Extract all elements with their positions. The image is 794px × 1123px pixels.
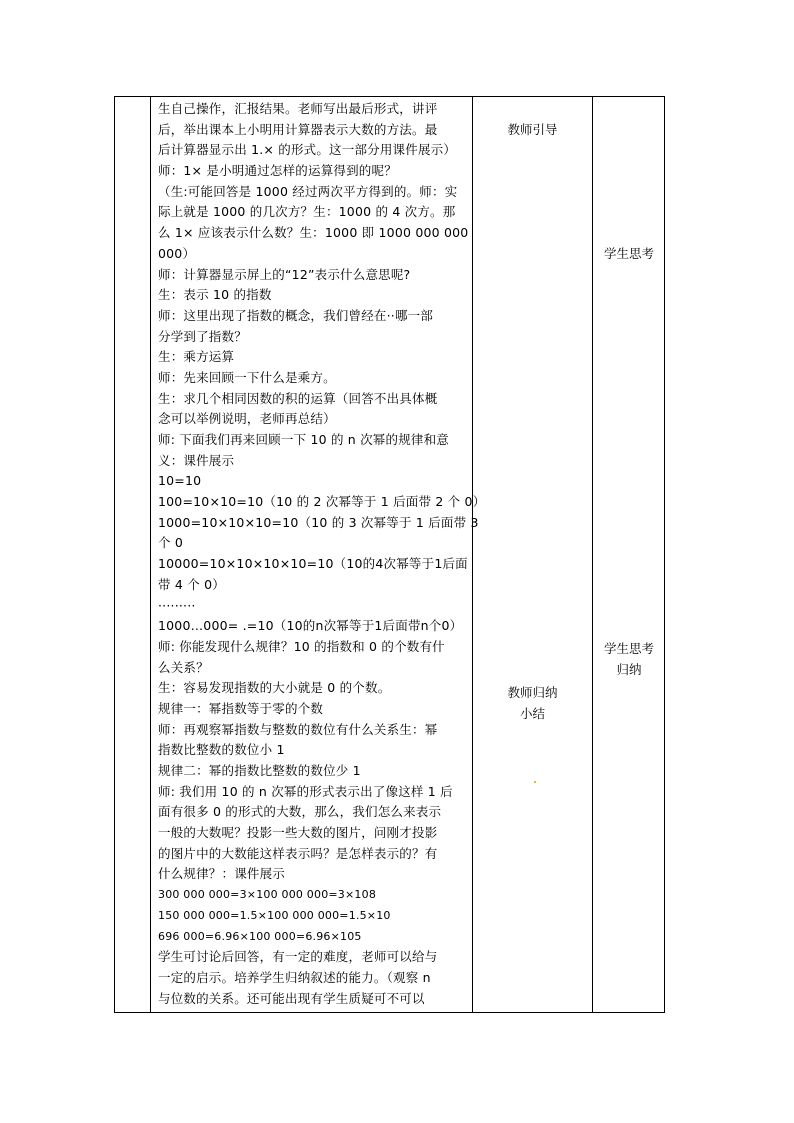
content-line: 什么规律？：课件展示 [158, 866, 286, 882]
content-line: 个 0 [158, 535, 184, 551]
teacher-guide-note: 教师引导 [507, 122, 558, 137]
content-line: 分学到了指数？ [158, 328, 247, 344]
content-line: 696 000=6.96×100 000=6.96×105 [158, 929, 362, 943]
content-line: 义：课件展示 [158, 452, 235, 468]
content-line: 生：表示 10 的指数 [158, 287, 272, 303]
content-line: 生：乘方运算 [158, 349, 235, 365]
content-line: 面有很多 0 的形式的大数，那么，我们怎么来表示 [158, 804, 442, 820]
content-line: 的图片中的大数能这样表示吗？是怎样表示的？有 [158, 845, 438, 861]
student-think-note: 学生思考 [603, 246, 654, 261]
content-line: 150 000 000=1.5×100 000 000=1.5×10 [158, 908, 391, 922]
teaching-content [155, 99, 486, 1009]
content-line: （生:可能回答是 1000 经过两次平方得到的。师：实 [158, 183, 458, 199]
content-line: 学生可讨论后回答，有一定的难度，老师可以给与 [158, 949, 438, 965]
content-line: 规律一：幂指数等于零的个数 [158, 700, 324, 716]
column-divider [150, 97, 151, 1012]
teacher-summary-note-line2: 小结 [519, 706, 545, 721]
content-line: 1000…000= .=10（10的n次幂等于1后面带n个0） [158, 618, 463, 634]
content-line: 指数比整数的数位小 1 [158, 742, 285, 758]
student-think-summary-line2: 归纳 [616, 662, 642, 677]
teacher-summary-note-line1: 教师归纳 [507, 685, 558, 700]
content-line: 生：容易发现指数的大小就是 0 的个数。 [158, 680, 391, 696]
content-line: 后，举出课本上小明用计算器表示大数的方法。最 [158, 121, 438, 137]
stray-dot [534, 781, 536, 783]
content-line: 后计算器显示出 1.× 的形式。这一部分用课件展示） [158, 142, 457, 158]
content-line: 300 000 000=3×100 000 000=3×108 [158, 888, 377, 902]
lesson-table [114, 96, 665, 1013]
content-line: 师：先来回顾一下什么是乘方。 [158, 369, 336, 385]
content-line: 000） [158, 245, 196, 261]
student-think-summary-line1: 学生思考 [603, 641, 654, 656]
column-divider [592, 97, 593, 1012]
content-line: 际上就是 1000 的几次方？生：1000 的 4 次方。那 [158, 204, 456, 220]
content-line: 一般的大数呢？投影一些大数的图片，问刚才投影 [158, 825, 438, 841]
content-line: 一定的启示。培养学生归纳叙述的能力。（观察 n [158, 969, 431, 985]
content-line: 100=10×10=10（10 的 2 次幂等于 1 后面带 2 个 0） [158, 494, 486, 510]
content-line: 念可以举例说明，老师再总结） [158, 411, 336, 427]
content-line: 生自己操作，汇报结果。老师写出最后形式，讲评 [158, 101, 438, 116]
content-line: 10=10 [158, 473, 202, 489]
content-line: 生：求几个相同因数的积的运算（回答不出具体概 [158, 390, 438, 406]
content-line: 师: 下面我们再来回顾一下 10 的 n 次幂的规律和意 [158, 432, 450, 447]
content-line: 师：再观察幂指数与整数的数位有什么关系生：幂 [158, 721, 438, 737]
content-line: 师：计算器显示屏上的“12”表示什么意思呢? [158, 266, 411, 282]
content-line: 么 1× 应该表示什么数？生：1000 即 1000 000 000 [158, 225, 469, 241]
content-line: ········· [158, 597, 196, 613]
content-line: 师：1× 是小明通过怎样的运算得到的呢？ [158, 163, 397, 179]
content-line: 师: 我们用 10 的 n 次幂的形式表示出了像这样 1 后 [158, 783, 453, 799]
content-line: 师：这里出现了指数的概念，我们曾经在··哪一部 [158, 307, 434, 323]
content-line: 么关系？ [158, 659, 209, 675]
content-line: 10000=10×10×10×10=10（10的4次幂等于1后面 [158, 556, 468, 572]
content-line: 规律二：幂的指数比整数的数位少 1 [158, 763, 361, 778]
content-line: 1000=10×10×10=10（10 的 3 次幂等于 1 后面带 3 [158, 514, 479, 530]
content-line: 带 4 个 0） [158, 576, 225, 592]
content-line: 与位数的关系。还可能出现有学生质疑可不可以 [158, 990, 425, 1006]
content-line: 师: 你能发现什么规律？10 的指数和 0 的个数有什 [158, 638, 445, 654]
